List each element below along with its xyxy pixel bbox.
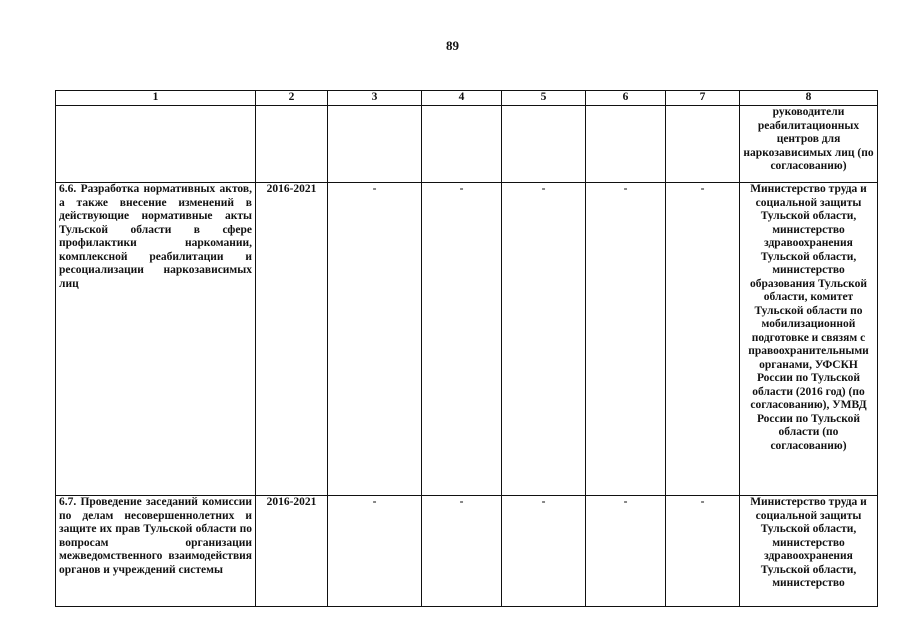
measure-cell: 6.6. Разработка нормативных актов, а также внесение изменений в действующие нормативные акты Тульской области в сфере профилактики наркомании, комплексной реабилитации и ресоциализации наркозависимых лиц [56,183,256,496]
column-header: 4 [422,91,502,106]
value-cell [328,106,422,183]
table-row [56,183,878,496]
header-row [56,91,878,106]
column-header: 3 [328,91,422,106]
table-row [56,496,878,607]
value-cell: - [586,496,666,607]
responsible-cell: руководители реабилитационных центров для наркозависимых лиц (по согласованию) [740,106,878,183]
value-cell [666,106,740,183]
value-cell: - [666,183,740,496]
column-header: 6 [586,91,666,106]
column-header: 7 [666,91,740,106]
value-cell: - [586,183,666,496]
column-header: 1 [56,91,256,106]
value-cell: - [422,496,502,607]
period-cell: 2016-2021 [256,496,328,607]
page-number: 89 [446,38,459,53]
value-cell: - [502,496,586,607]
column-header: 2 [256,91,328,106]
value-cell: - [328,496,422,607]
measure-cell: 6.7. Проведение заседаний комиссии по делам несовершеннолетних и защите их прав Тульской области по вопросам организации межведомственного взаимодействия органов и учреждений системы [56,496,256,607]
value-cell [586,106,666,183]
value-cell: - [328,183,422,496]
period-cell [256,106,328,183]
plan-table [55,90,878,607]
column-header: 5 [502,91,586,106]
value-cell [422,106,502,183]
responsible-cell: Министерство труда и социальной защиты Тульской области, министерство здравоохранения Тульской области, министерство образования Тульской области, комитет Тульской области по мобилизационной подготовке и связям с правоохранительными органами, УФСКН России по Тульской области (2016 год) (по согласованию), УМВД России по Тульской области (по согласованию) [740,183,878,496]
value-cell: - [422,183,502,496]
value-cell [502,106,586,183]
measure-cell [56,106,256,183]
period-cell: 2016-2021 [256,183,328,496]
column-header: 8 [740,91,878,106]
value-cell: - [666,496,740,607]
value-cell: - [502,183,586,496]
responsible-cell: Министерство труда и социальной защиты Тульской области, министерство здравоохранения Тульской области, министерство [740,496,878,607]
table-row [56,106,878,183]
